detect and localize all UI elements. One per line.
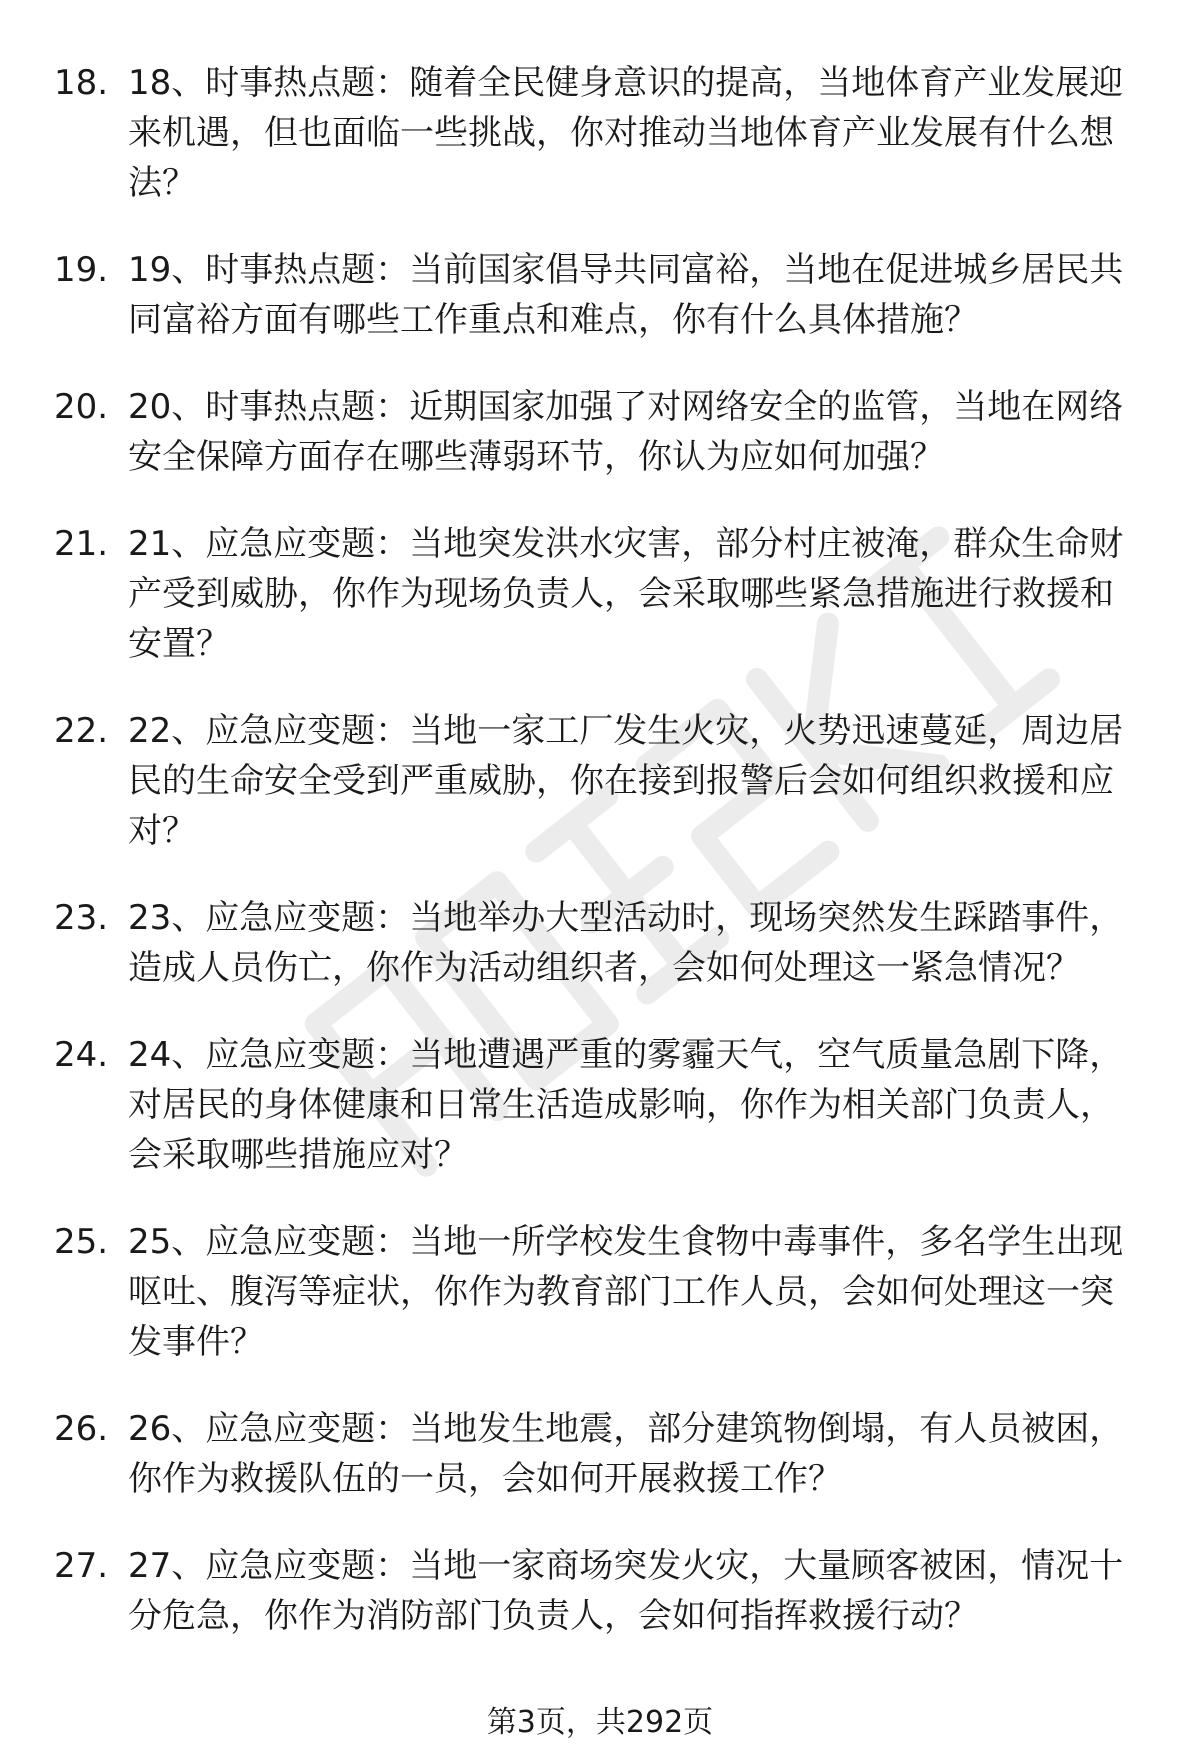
question-text: 21、应急应变题：当地突发洪水灾害，部分村庄被淹，群众生命财产受到威胁，你作为现场负责人，会采取哪些紧急措施进行救援和安置？ xyxy=(128,524,1124,664)
question-text: 22、应急应变题：当地一家工厂发生火灾，火势迅速蔓延，周边居民的生命安全受到严重威胁，你在接到报警后会如何组织救援和应对？ xyxy=(128,711,1124,851)
question-text: 27、应急应变题：当地一家商场突发火灾，大量顾客被困，情况十分危急，你作为消防部门负责人，会如何指挥救援行动？ xyxy=(128,1546,1124,1636)
question-text: 23、应急应变题：当地举办大型活动时，现场突然发生踩踏事件，造成人员伤亡，你作为活动组织者，会如何处理这一紧急情况？ xyxy=(128,898,1124,988)
list-item xyxy=(0,893,1200,993)
list-item xyxy=(0,1030,1200,1180)
question-number: 20. xyxy=(54,387,109,427)
list-item xyxy=(0,58,1200,208)
question-text: 24、应急应变题：当地遭遇严重的雾霾天气，空气质量急剧下降，对居民的身体健康和日常生活造成影响，你作为相关部门负责人，会采取哪些措施应对？ xyxy=(128,1035,1124,1175)
list-item xyxy=(0,1217,1200,1367)
question-text: 25、应急应变题：当地一所学校发生食物中毒事件，多名学生出现呕吐、腹泻等症状，你作为教育部门工作人员，会如何处理这一突发事件？ xyxy=(128,1222,1124,1362)
list-item xyxy=(0,706,1200,856)
list-item xyxy=(0,1404,1200,1504)
question-number: 23. xyxy=(54,898,109,938)
question-number: 22. xyxy=(54,711,109,751)
list-item xyxy=(0,519,1200,669)
question-number: 19. xyxy=(54,250,109,290)
question-text: 20、时事热点题：近期国家加强了对网络安全的监管，当地在网络安全保障方面存在哪些薄弱环节，你认为应如何加强？ xyxy=(128,387,1124,477)
question-text: 18、时事热点题：随着全民健身意识的提高，当地体育产业发展迎来机遇，但也面临一些挑战，你对推动当地体育产业发展有什么想法？ xyxy=(128,63,1124,203)
question-number: 26. xyxy=(54,1409,109,1449)
question-number: 25. xyxy=(54,1222,109,1262)
question-number: 21. xyxy=(54,524,109,564)
question-text: 26、应急应变题：当地发生地震，部分建筑物倒塌，有人员被困，你作为救援队伍的一员，会如何开展救援工作？ xyxy=(128,1409,1124,1499)
list-item xyxy=(0,382,1200,482)
list-item xyxy=(0,1541,1200,1641)
question-number: 24. xyxy=(54,1035,109,1075)
question-text: 19、时事热点题：当前国家倡导共同富裕，当地在促进城乡居民共同富裕方面有哪些工作重点和难点，你有什么具体措施？ xyxy=(128,250,1124,340)
question-number: 27. xyxy=(54,1546,109,1586)
list-item xyxy=(0,245,1200,345)
question-number: 18. xyxy=(54,63,109,103)
question-list xyxy=(0,58,1200,1678)
page-footer: 第3页，共292页 xyxy=(486,1705,714,1740)
